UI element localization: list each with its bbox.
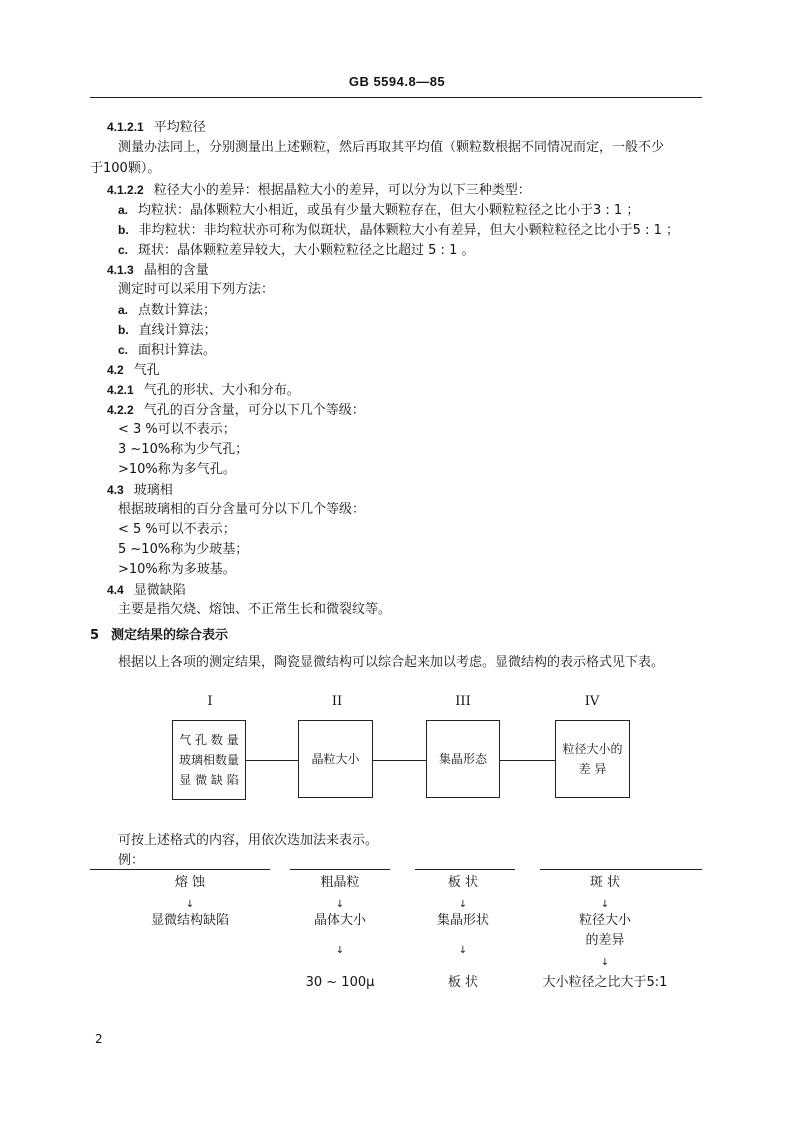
down-arrow-icon: ↓ (458, 945, 468, 956)
example-col3-bottom: 板 状 (447, 975, 479, 990)
list-item (118, 240, 474, 260)
list-item (118, 200, 639, 220)
item-text: 面积计算法。 (138, 343, 217, 358)
section-title: 测定结果的综合表示 (111, 628, 229, 643)
box-line: 显 微 缺 陷 (179, 773, 239, 787)
list-item (118, 220, 679, 240)
header-rule (90, 97, 702, 98)
section-number: 4.2.1 (107, 383, 134, 397)
item-text: 直线计算法； (138, 323, 217, 338)
level-item: < 5 %可以不表示； (118, 522, 236, 537)
example-intro: 可按上述格式的内容，用依次迭加法来表示。 (118, 833, 379, 848)
section-number: 4.4 (107, 583, 124, 597)
item-mark: a. (118, 203, 129, 217)
paragraph: 主要是指欠烧、熔蚀、不正常生长和微裂纹等。 (118, 602, 392, 617)
section-title: 平均粒径 (153, 120, 206, 135)
section-4121-heading (107, 117, 206, 137)
section-number: 4.1.2.2 (107, 183, 144, 197)
example-label: 例： (118, 853, 145, 868)
section-4122-heading (107, 180, 531, 200)
box-line: 粒径大小的 (562, 742, 623, 756)
down-arrow-icon: ↓ (335, 899, 345, 910)
list-item (118, 340, 216, 360)
box-line: 玻璃相数量 (178, 753, 239, 767)
example-rule (540, 869, 702, 870)
example-col3-mid: 集晶形状 (436, 913, 489, 928)
item-mark: c. (118, 243, 129, 257)
example-rule (90, 869, 270, 870)
paragraph-continuation: 于100颗）。 (90, 161, 161, 176)
example-rule (415, 869, 515, 870)
paragraph: 根据玻璃相的百分含量可分以下几个等级： (118, 502, 366, 517)
box-label: 晶粒大小 (311, 752, 360, 766)
example-col4-bottom: 大小粒径之比大于5:1 (542, 975, 668, 990)
list-item (118, 320, 217, 340)
section-number: 4.2 (107, 363, 124, 377)
section-number: 4.3 (107, 483, 124, 497)
section-title: 气孔 (133, 363, 160, 378)
example-col4-top: 斑 状 (589, 875, 621, 890)
format-box-3 (426, 720, 500, 798)
box-line: 气 孔 数 量 (179, 733, 239, 747)
roman-numeral-3: III (455, 694, 471, 709)
section-44-heading (107, 580, 186, 600)
format-box-2 (298, 720, 373, 798)
connector-line (373, 760, 426, 761)
section-number: 4.1.2.1 (107, 120, 144, 134)
section-number: 5 (90, 628, 100, 643)
example-col2-mid: 晶体大小 (313, 913, 366, 928)
page-number: 2 (95, 1032, 103, 1046)
level-item: 3 ~10%称为少气孔； (118, 442, 249, 457)
section-number: 4.2.2 (107, 403, 134, 417)
connector-line (500, 760, 555, 761)
level-item: >10%称为多玻基。 (118, 562, 236, 577)
section-title: 气孔的形状、大小和分布。 (143, 383, 300, 398)
example-col2-bottom: 30 ~ 100μ (305, 975, 375, 990)
paragraph: 根据以上各项的测定结果，陶瓷显微结构可以综合起来加以考虑。显微结构的表示格式见下表。 (118, 655, 665, 670)
item-text: 非均粒状：非均粒状亦可称为似斑状，晶体颗粒大小有差异，但大小颗粒粒径之比小于5 : 1 ； (138, 223, 679, 238)
section-421-heading (107, 380, 300, 400)
down-arrow-icon: ↓ (600, 899, 610, 910)
roman-numeral-1: I (207, 694, 213, 709)
section-title: 显微缺陷 (133, 583, 186, 598)
item-mark: a. (118, 303, 129, 317)
down-arrow-icon: ↓ (335, 945, 345, 956)
section-413-heading (107, 260, 209, 280)
down-arrow-icon: ↓ (600, 957, 610, 968)
example-col4-mid2: 的差异 (585, 933, 625, 948)
item-mark: b. (118, 223, 129, 237)
section-43-heading (107, 480, 173, 500)
item-text: 斑状：晶体颗粒差异较大，大小颗粒粒径之比超过 5 : 1 。 (138, 243, 475, 258)
format-box-4 (555, 720, 630, 798)
item-mark: b. (118, 323, 129, 337)
example-col3-top: 板 状 (447, 875, 479, 890)
level-item: >10%称为多气孔。 (118, 462, 236, 477)
example-col2-top: 粗晶粒 (320, 875, 360, 890)
section-422-heading (107, 400, 365, 420)
section-number: 4.1.3 (107, 263, 134, 277)
example-col1-top: 熔 蚀 (174, 875, 206, 890)
section-title: 粒径大小的差异：根据晶粒大小的差异，可以分为以下三种类型： (153, 183, 531, 198)
level-item: < 3 %可以不表示； (118, 422, 236, 437)
example-rule (290, 869, 390, 870)
section-title: 晶相的含量 (143, 263, 209, 278)
section-title: 玻璃相 (133, 483, 173, 498)
example-col1-mid: 显微结构缺陷 (150, 913, 229, 928)
section-42-heading (107, 360, 160, 380)
section-title: 气孔的百分含量，可分以下几个等级： (143, 403, 365, 418)
level-item: 5 ~10%称为少玻基； (118, 542, 249, 557)
item-text: 均粒状：晶体颗粒大小相近，或虽有少量大颗粒存在，但大小颗粒粒径之比小于3 : 1 ； (138, 203, 640, 218)
standard-code-header: GB 5594.8—85 (348, 74, 446, 89)
paragraph: 测量办法同上，分别测量出上述颗粒，然后再取其平均值（颗粒数根据不同情况而定，一般不少 (118, 140, 665, 155)
list-item (118, 300, 216, 320)
format-box-1 (172, 720, 246, 800)
item-mark: c. (118, 343, 129, 357)
connector-line (246, 760, 298, 761)
section-5-heading (90, 626, 228, 646)
roman-numeral-2: II (331, 694, 343, 709)
paragraph: 测定时可以采用下列方法： (118, 282, 275, 297)
down-arrow-icon: ↓ (458, 899, 468, 910)
example-col4-mid: 粒径大小 (578, 913, 631, 928)
roman-numeral-4: IV (584, 694, 600, 709)
box-label: 集晶形态 (438, 752, 487, 766)
down-arrow-icon: ↓ (185, 899, 195, 910)
box-line: 差 异 (578, 762, 607, 776)
item-text: 点数计算法； (138, 303, 217, 318)
